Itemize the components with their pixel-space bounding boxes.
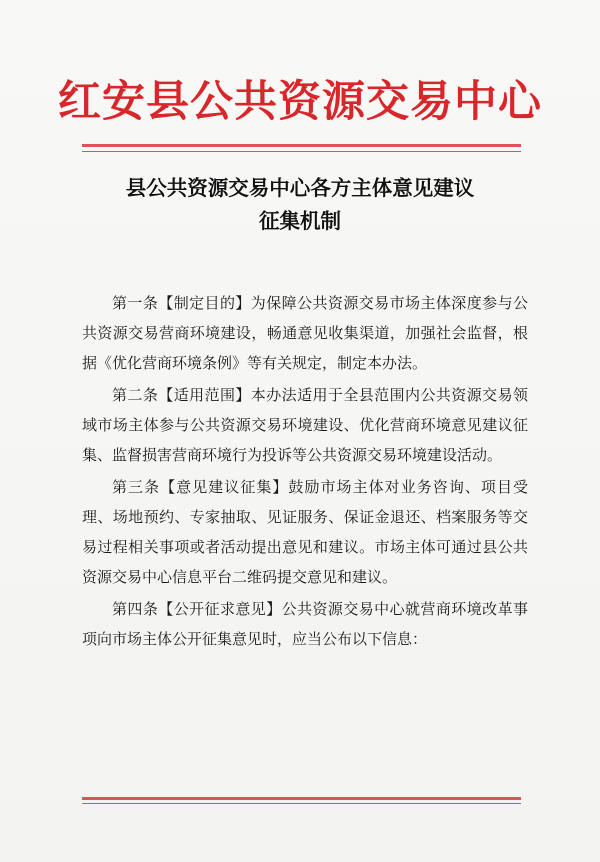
letterhead-rule-thin [82, 151, 521, 152]
letterhead-rule-thick [82, 144, 521, 147]
article-1: 第一条【制定目的】为保障公共资源交易市场主体深度参与公共资源交易营商环境建设，畅通意见收集渠道，加强社会监督，根据《优化营商环境条例》等有关规定，制定本办法。 [82, 294, 528, 372]
footer-rule-thin [82, 803, 521, 804]
document-title-line-2: 征集机制 [259, 209, 341, 233]
footer-rule-thick [82, 797, 521, 800]
article-4: 第四条【公开征求意见】公共资源交易中心就营商环境改革事项向市场主体公开征集意见时，应当公布以下信息： [82, 600, 528, 648]
document-body [82, 288, 528, 654]
document-title [80, 172, 520, 238]
article-3: 第三条【意见建议征集】鼓励市场主体对业务咨询、项目受理、场地预约、专家抽取、见证服务、保证金退还、档案服务等交易过程相关事项或者活动提出意见和建议。市场主体可通过县公共资源交易中心信息平台二维码提交意见和建议。 [82, 478, 528, 586]
letterhead-org-name: 红安县公共资源交易中心 [58, 77, 542, 127]
article-2: 第二条【适用范围】本办法适用于全县范围内公共资源交易领域市场主体参与公共资源交易环境建设、优化营商环境意见建议征集、监督损害营商环境行为投诉等公共资源交易环境建设活动。 [82, 386, 528, 464]
document-title-line-1: 县公共资源交易中心各方主体意见建议 [125, 176, 475, 200]
